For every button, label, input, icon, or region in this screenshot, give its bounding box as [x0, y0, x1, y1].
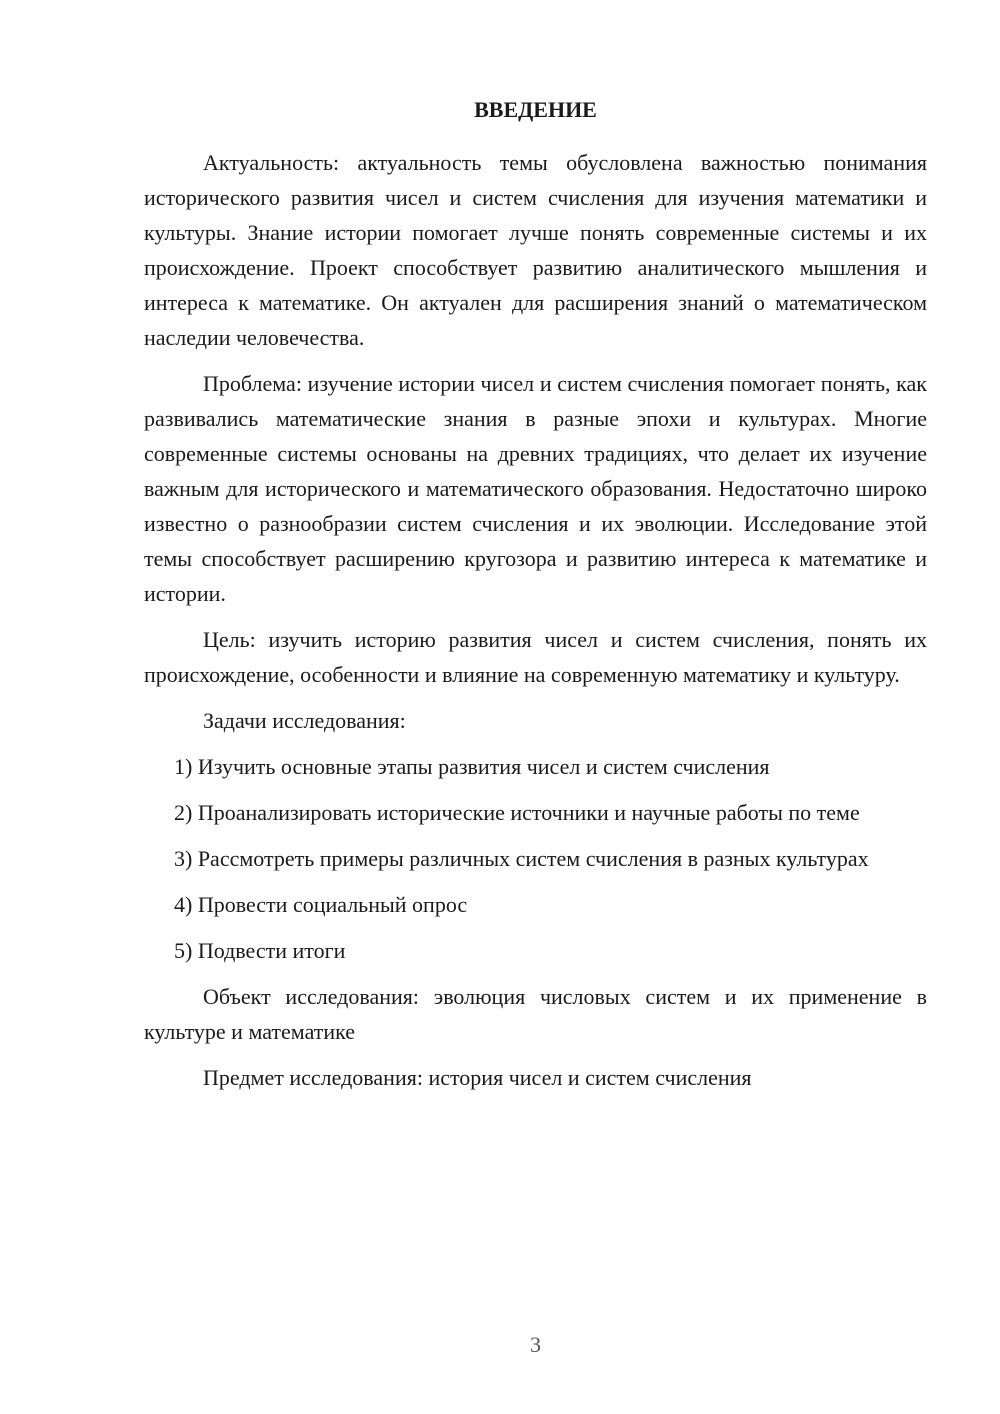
goal-paragraph: Цель: изучить историю развития чисел и систем счисления, понять их происхождение, особенности и влияние на современную математику и культуру. [144, 627, 927, 687]
list-item: 5) Подвести итоги [174, 938, 346, 963]
tasks-heading: Задачи исследования: [203, 708, 406, 733]
list-item: 3) Рассмотреть примеры различных систем счисления в разных культурах [174, 846, 869, 871]
document-page [144, 92, 927, 1106]
page-number: 3 [530, 1332, 541, 1357]
list-item: 4) Провести социальный опрос [174, 892, 468, 917]
object-paragraph: Объект исследования: эволюция числовых систем и их применение в культуре и математике [144, 984, 927, 1044]
subject-paragraph: Предмет исследования: история чисел и систем счисления [203, 1065, 752, 1090]
list-item: 1) Изучить основные этапы развития чисел и систем счисления [174, 754, 770, 779]
problem-paragraph: Проблема: изучение истории чисел и систем счисления помогает понять, как развивались математические знания в разные эпохи и культурах. Многие современные системы основаны на древних традициях, что делает их изучение важным для исторического и математического образования. Недостаточно широко известно о разнообразии систем счисления и их эволюции. Исследование этой темы способствует расширению кругозора и развитию интереса к математике и истории. [144, 371, 927, 606]
relevance-paragraph: Актуальность: актуальность темы обусловлена важностью понимания исторического развития чисел и систем счисления для изучения математики и культуры. Знание истории помогает лучше понять современные системы и их происхождение. Проект способствует развитию аналитического мышления и интереса к математике. Он актуален для расширения знаний о математическом наследии человечества. [144, 150, 927, 350]
list-item: 2) Проанализировать исторические источники и научные работы по теме [174, 800, 860, 825]
tasks-list [144, 749, 927, 968]
page-title: ВВЕДЕНИЕ [474, 97, 597, 122]
